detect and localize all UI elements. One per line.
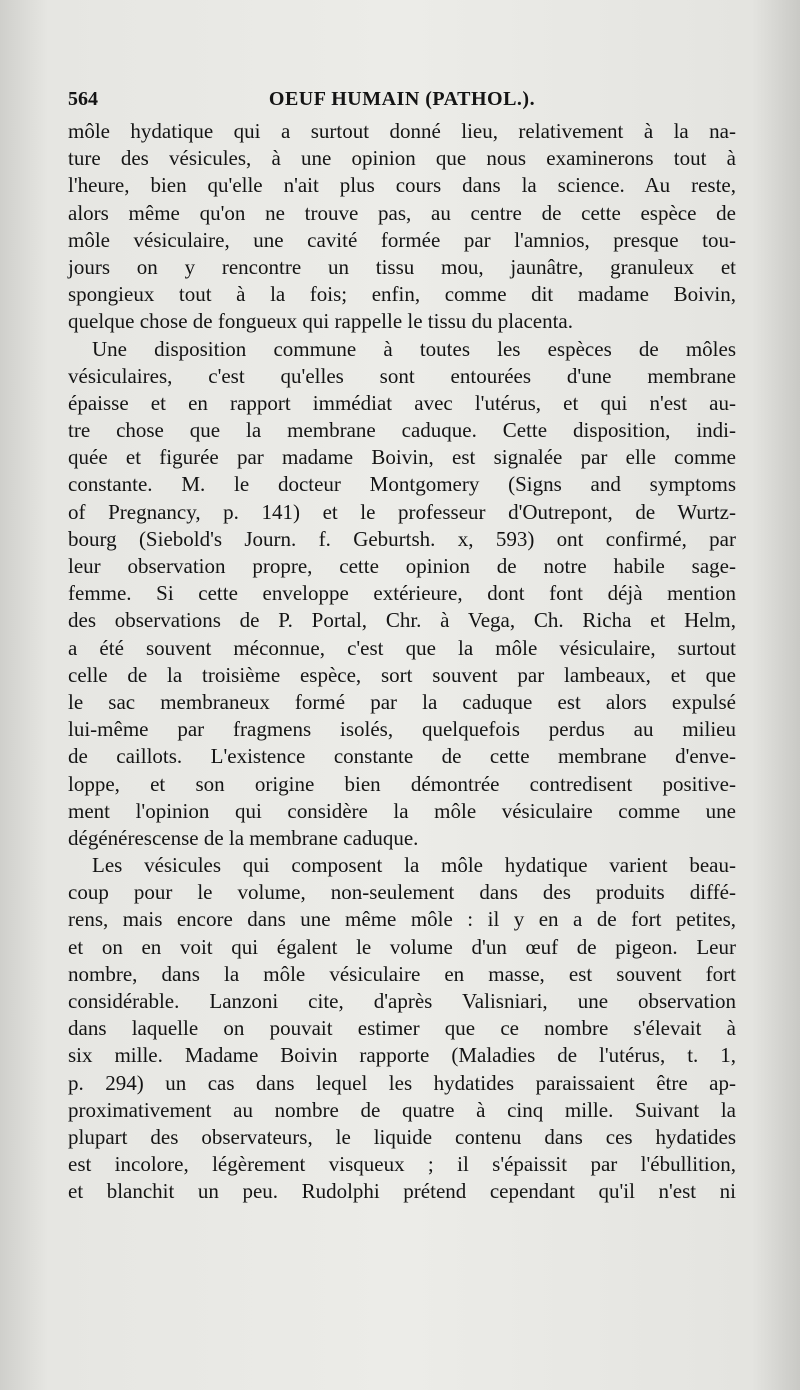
- text-line: a été souvent méconnue, c'est que la môle vésiculaire, surtout: [68, 635, 736, 660]
- text-line: l'heure, bien qu'elle n'ait plus cours dans la science. Au reste,: [68, 173, 736, 198]
- text-line: dégénérescense de la membrane caduque.: [68, 825, 419, 850]
- text-line: est incolore, légèrement visqueux ; il s'épaissit par l'ébullition,: [68, 1152, 736, 1177]
- text-line: spongieux tout à la fois; enfin, comme dit madame Boivin,: [68, 282, 736, 307]
- text-line: loppe, et son origine bien démontrée contredisent positive-: [68, 771, 736, 796]
- text-line: quelque chose de fongueux qui rappelle le tissu du placenta.: [68, 309, 574, 334]
- text-line: plupart des observateurs, le liquide contenu dans ces hydatides: [68, 1124, 736, 1149]
- text-line: of Pregnancy, p. 141) et le professeur d'Outrepont, de Wurtz-: [68, 499, 736, 524]
- text-line: rens, mais encore dans une même môle : il y en a de fort petites,: [68, 907, 736, 932]
- page-header: [68, 84, 736, 114]
- page-number: 564: [68, 88, 98, 110]
- text-line: quée et figurée par madame Boivin, est signalée par elle comme: [68, 445, 736, 470]
- text-line: des observations de P. Portal, Chr. à Vega, Ch. Richa et Helm,: [68, 608, 736, 633]
- text-line: ment l'opinion qui considère la môle vésiculaire comme une: [68, 798, 736, 823]
- text-line: vésiculaires, c'est qu'elles sont entourées d'une membrane: [68, 363, 736, 388]
- text-line: coup pour le volume, non-seulement dans des produits diffé-: [68, 880, 736, 905]
- body-text: [68, 118, 736, 1206]
- text-line: le sac membraneux formé par la caduque est alors expulsé: [68, 689, 736, 714]
- running-head: OEUF HUMAIN (PATHOL.).: [268, 88, 536, 110]
- text-line: six mille. Madame Boivin rapporte (Maladies de l'utérus, t. 1,: [68, 1043, 736, 1068]
- text-line: et on en voit qui égalent le volume d'un œuf de pigeon. Leur: [68, 934, 736, 959]
- text-line: leur observation propre, cette opinion de notre habile sage-: [68, 554, 736, 578]
- text-line: môle vésiculaire, une cavité formée par l'amnios, presque tou-: [68, 227, 736, 252]
- text-line: p. 294) un cas dans lequel les hydatides paraissaient être ap-: [68, 1070, 736, 1095]
- text-line: nombre, dans la môle vésiculaire en masse, est souvent fort: [68, 961, 736, 986]
- text-line: proximativement au nombre de quatre à cinq mille. Suivant la: [68, 1097, 736, 1122]
- text-line: bourg (Siebold's Journ. f. Geburtsh. x, 593) ont confirmé, par: [68, 526, 736, 551]
- paragraph-start-line: Les vésicules qui composent la môle hydatique varient beau-: [92, 853, 736, 878]
- text-line: femme. Si cette enveloppe extérieure, dont font déjà mention: [68, 581, 736, 606]
- text-line: de caillots. L'existence constante de cette membrane d'enve-: [68, 744, 736, 769]
- text-line: celle de la troisième espèce, sort souvent par lambeaux, et que: [68, 662, 736, 687]
- text-line: et blanchit un peu. Rudolphi prétend cependant qu'il n'est ni: [68, 1179, 736, 1204]
- paragraph-start-line: Une disposition commune à toutes les espèces de môles: [92, 336, 736, 361]
- text-line: ture des vésicules, à une opinion que nous examinerons tout à: [68, 146, 736, 171]
- text-line: môle hydatique qui a surtout donné lieu, relativement à la na-: [68, 119, 736, 143]
- text-line: lui-même par fragmens isolés, quelquefois perdus au milieu: [68, 717, 736, 742]
- text-line: dans laquelle on pouvait estimer que ce nombre s'élevait à: [68, 1016, 736, 1041]
- text-line: jours on y rencontre un tissu mou, jaunâtre, granuleux et: [68, 254, 736, 279]
- text-line: alors même qu'on ne trouve pas, au centre de cette espèce de: [68, 200, 736, 225]
- text-line: considérable. Lanzoni cite, d'après Valisniari, une observation: [68, 989, 736, 1013]
- text-line: tre chose que la membrane caduque. Cette disposition, indi-: [68, 418, 736, 443]
- text-line: constante. M. le docteur Montgomery (Signs and symptoms: [68, 472, 736, 497]
- text-line: épaisse et en rapport immédiat avec l'utérus, et qui n'est au-: [68, 390, 736, 415]
